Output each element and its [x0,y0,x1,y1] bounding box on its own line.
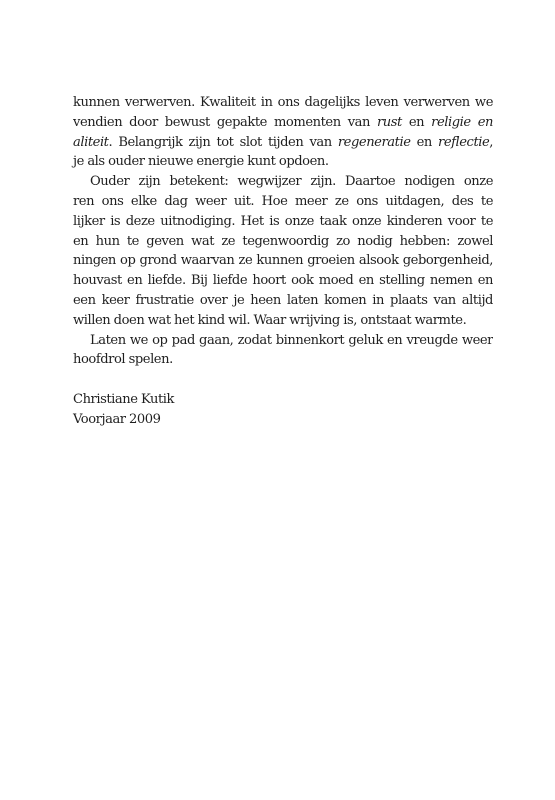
text-segment: willen doen wat het kind wil. Waar wrijving is, ontstaat warmte. [73,312,467,328]
italic-text: regeneratie [337,134,411,150]
text-line [73,311,493,331]
italic-text: aliteit [73,134,109,150]
text-segment: en hun te geven wat ze tegenwoordig zo nodig hebben: zowel [73,233,493,249]
text-segment: , [489,134,493,150]
text-segment: kunnen verwerven. Kwaliteit in ons dagelijks leven verwerven we [73,95,493,110]
text-segment: je als ouder nieuwe energie kunt opdoen. [73,154,329,170]
text-segment: Ouder zijn betekent: wegwijzer zijn. Daartoe nodigen onze [90,174,493,190]
text-line [73,152,493,172]
paragraph-gap [73,370,493,390]
text-line [73,172,493,192]
text-segment: Laten we op pad gaan, zodat binnenkort geluk en vreugde weer [90,332,493,348]
italic-text: rust [377,114,402,130]
text-segment: ren ons elke dag weer uit. Hoe meer ze ons uitdagen, des te [73,193,493,209]
text-line [73,232,493,252]
text-segment: een keer frustratie over je heen laten komen in plaats van altijd [73,292,493,308]
text-line [73,291,493,311]
text-line [73,93,493,113]
text-segment: . Belangrijk zijn tot slot tijden van [108,134,338,150]
text-line [73,331,493,351]
italic-text: reflectie [438,134,490,150]
text-line [73,251,493,271]
text-line [73,192,493,212]
text-line [73,271,493,291]
text-segment: en [410,134,439,150]
text-line [73,350,493,370]
text-line [73,212,493,232]
text-segment: en [401,114,432,130]
text-segment: lijker is deze uitnodiging. Het is onze taak onze kinderen voor te [73,213,493,229]
text-segment: houvast en liefde. Bij liefde hoort ook moed en stelling nemen en [73,273,493,289]
text-line [73,113,493,133]
text-segment: hoofdrol spelen. [73,352,173,368]
text-segment: ningen op grond waarvan ze kunnen groeien alsook geborgenheid, [73,253,493,269]
text-line [73,133,493,153]
body-text [73,93,493,430]
signature-date: Voorjaar 2009 [73,411,161,427]
italic-text: religie en [431,114,493,130]
text-segment: vendien door bewust gepakte momenten van [73,114,377,130]
signature-author: Christiane Kutik [73,391,175,407]
